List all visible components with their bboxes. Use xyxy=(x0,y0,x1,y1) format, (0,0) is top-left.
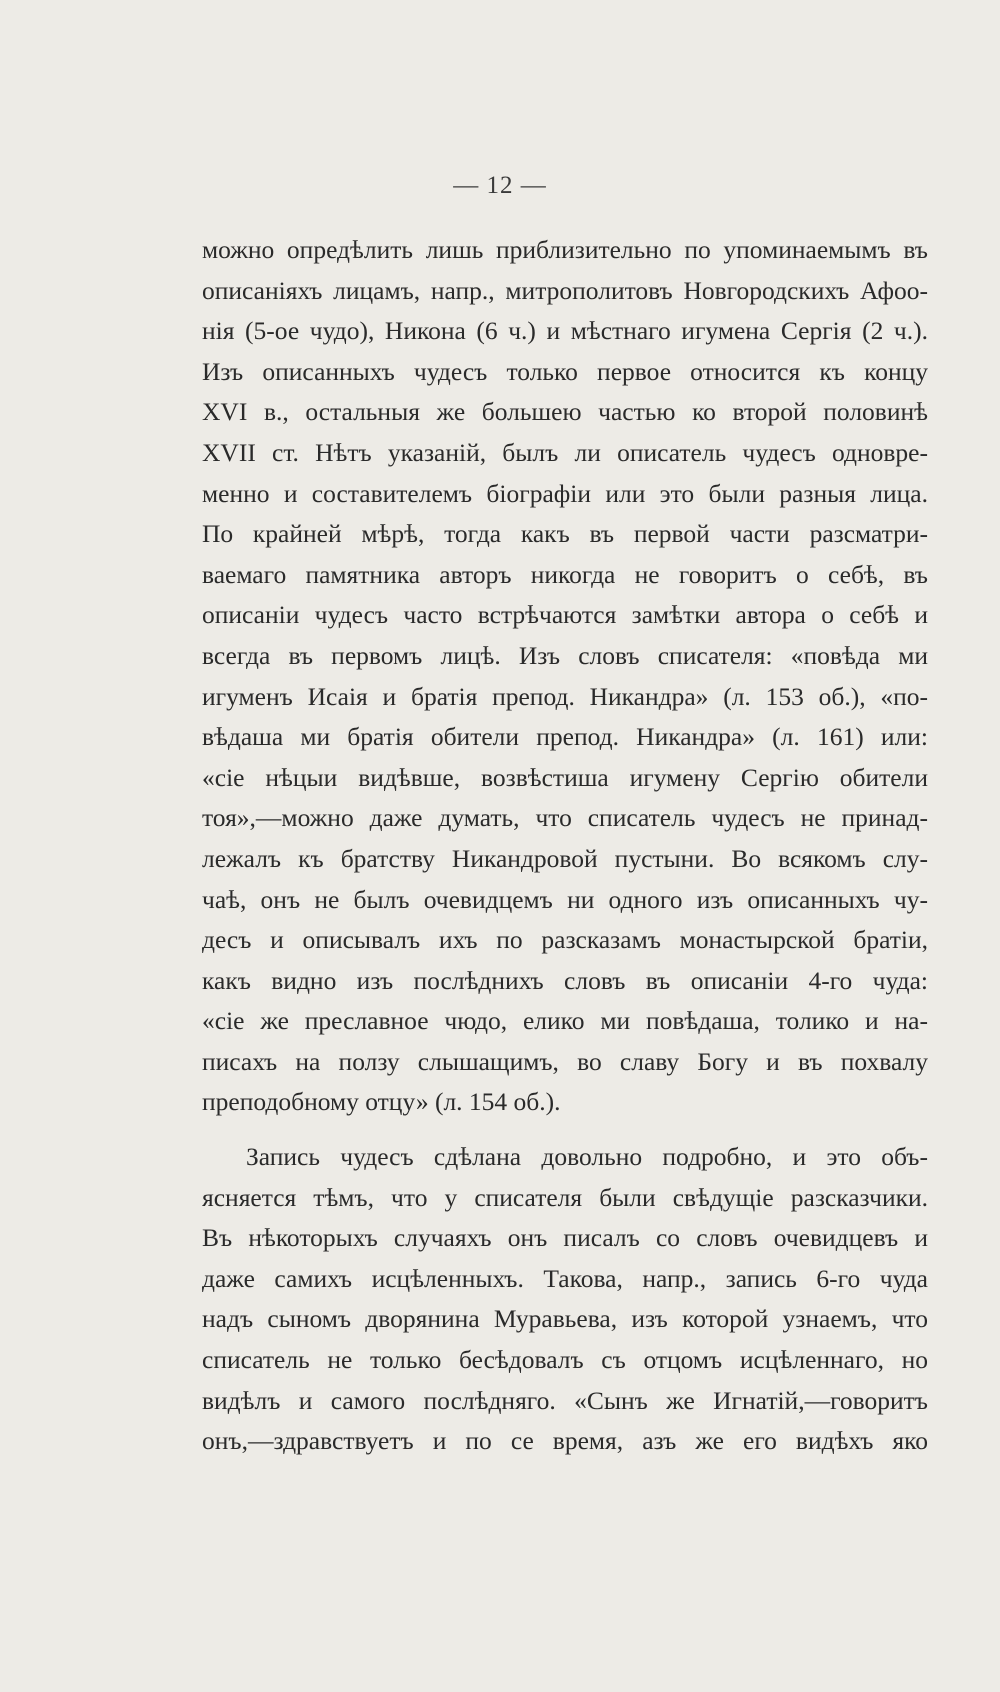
text-line: видѣлъ и самого послѣдняго. «Сынъ же Игнатій,—говоритъ xyxy=(202,1385,928,1415)
body-text xyxy=(202,230,928,1462)
text-line: XVI в., остальныя же большею частью ко второй половинѣ xyxy=(202,397,928,427)
text-line: ясняется тѣмъ, что у списателя были свѣдущіе разсказчики. xyxy=(202,1182,928,1212)
text-line: всегда въ первомъ лицѣ. Изъ словъ списателя: «повѣда ми xyxy=(202,640,928,670)
text-line: По крайней мѣрѣ, тогда какъ въ первой части разсматри- xyxy=(202,519,928,549)
page-number: — 12 — xyxy=(453,172,547,199)
text-line: менно и составителемъ біографіи или это были разныя лица. xyxy=(202,478,928,508)
text-line: преподобному отцу» (л. 154 об.). xyxy=(202,1087,561,1117)
text-line: «сіе же преславное чюдо, елико ми повѣдаша, толико и на- xyxy=(202,1006,928,1036)
text-line: лежалъ къ братству Никандровой пустыни. Во всякомъ слу- xyxy=(202,843,928,873)
text-line: ваемаго памятника авторъ никогда не говоритъ о себѣ, въ xyxy=(202,559,928,589)
text-line: Запись чудесъ сдѣлана довольно подробно, и это объ- xyxy=(246,1142,928,1172)
text-line: нія (5-ое чудо), Никона (6 ч.) и мѣстнаго игумена Сергія (2 ч.). xyxy=(202,316,928,346)
text-line: даже самихъ исцѣленныхъ. Такова, напр., запись 6-го чуда xyxy=(202,1263,928,1293)
text-line: игуменъ Исаія и братія препод. Никандра» (л. 153 об.), «по- xyxy=(202,681,928,711)
paragraph-2 xyxy=(202,1137,928,1462)
text-line: десъ и описывалъ ихъ по разсказамъ монастырской братіи, xyxy=(202,925,928,955)
text-line: можно опредѣлить лишь приблизительно по упоминаемымъ въ xyxy=(202,235,928,264)
text-line: писахъ на ползу слышащимъ, во славу Богу и въ похвалу xyxy=(202,1046,928,1076)
text-line: вѣдаша ми братія обители препод. Никандра» (л. 161) или: xyxy=(202,722,928,752)
text-line: Изъ описанныхъ чудесъ только первое относится къ концу xyxy=(202,356,928,386)
text-line: «сіе нѣцыи видѣвше, возвѣстиша игумену Сергію обители xyxy=(202,762,928,792)
text-line: описаніяхъ лицамъ, напр., митрополитовъ Новгородскихъ Афоо- xyxy=(202,275,928,305)
paragraph-gap xyxy=(202,1123,928,1137)
text-line: описаніи чудесъ часто встрѣчаются замѣтки автора о себѣ и xyxy=(202,600,928,630)
paragraph-1 xyxy=(202,230,928,1123)
text-line: надъ сыномъ дворянина Муравьева, изъ которой узнаемъ, что xyxy=(202,1304,928,1334)
text-line: онъ,—здравствуетъ и по се время, азъ же его видѣхъ яко xyxy=(202,1426,928,1456)
text-line: тоя»,—можно даже думать, что списатель чудесъ не принад- xyxy=(202,803,928,833)
text-line: XVII ст. Нѣтъ указаній, былъ ли описатель чудесъ одновре- xyxy=(202,437,928,467)
text-line: Въ нѣкоторыхъ случаяхъ онъ писалъ со словъ очевидцевъ и xyxy=(202,1223,928,1253)
text-line: списатель не только бесѣдовалъ съ отцомъ исцѣленнаго, но xyxy=(202,1345,928,1375)
text-line: чаѣ, онъ не былъ очевидцемъ ни одного изъ описанныхъ чу- xyxy=(202,884,928,914)
text-line: какъ видно изъ послѣднихъ словъ въ описаніи 4-го чуда: xyxy=(202,965,928,995)
